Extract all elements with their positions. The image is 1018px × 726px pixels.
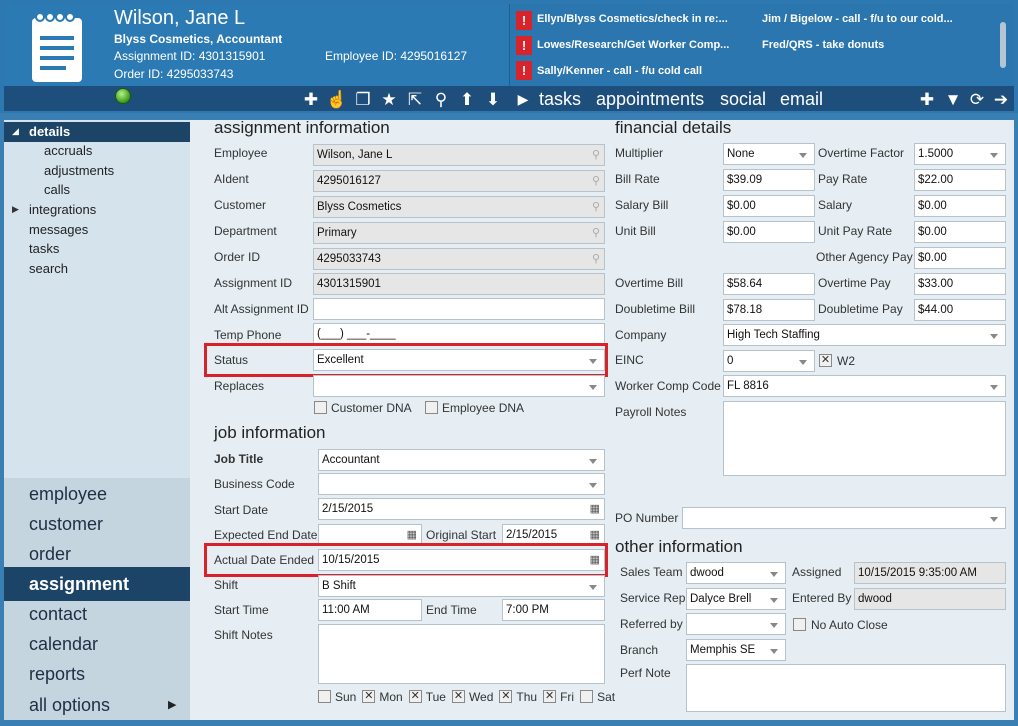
search-icon[interactable]: ⚲ — [591, 175, 600, 187]
nav-calendar[interactable]: calendar — [29, 634, 99, 654]
star-icon[interactable]: ★ — [381, 90, 397, 109]
financial-section-title: financial details — [615, 118, 732, 137]
assignment-id-field: 4301315901 — [313, 273, 605, 295]
po-number-label: PO Number — [615, 511, 679, 525]
actual-end-label: Actual Date Ended — [214, 553, 315, 567]
day-wed-checkbox[interactable]: ✕ — [453, 690, 464, 702]
order-id-label: Order ID — [214, 250, 261, 264]
perf-note-label: Perf Note — [620, 666, 671, 680]
company-label: Company — [615, 328, 667, 342]
record-name: Wilson, Jane L — [114, 7, 246, 29]
sidebar-item-adjustments[interactable]: adjustments — [44, 163, 115, 178]
day-fri-checkbox[interactable]: ✕ — [544, 690, 555, 702]
overtime-bill-label: Overtime Bill — [615, 276, 684, 290]
payroll-notes-textarea[interactable] — [723, 401, 1006, 476]
service-rep-label: Service Rep — [620, 591, 686, 605]
w2-checkbox[interactable]: ✕ — [820, 354, 831, 366]
employee-dna-label: Employee DNA — [442, 401, 525, 415]
search-icon[interactable]: ⚲ — [434, 90, 448, 109]
employee-id-text: Employee ID: 4295016127 — [325, 49, 468, 63]
business-code-dropdown[interactable] — [318, 473, 605, 495]
day-tue-checkbox[interactable]: ✕ — [410, 690, 420, 702]
employee-field[interactable]: Wilson, Jane L ⚲ — [313, 144, 605, 166]
entered-by-field: dwood — [854, 588, 1006, 610]
order-id-text: Order ID: 4295033743 — [114, 67, 234, 81]
day-sat-checkbox[interactable] — [580, 690, 593, 703]
expand-right-icon[interactable]: ▶ — [12, 204, 19, 214]
status-indicator-icon — [115, 88, 131, 104]
chevron-right-icon[interactable]: ▶ — [168, 699, 177, 711]
multiplier-label: Multiplier — [615, 146, 664, 160]
alert-icon: ! — [516, 61, 532, 80]
search-icon[interactable]: ⚲ — [591, 227, 600, 239]
end-time-label: End Time — [426, 603, 477, 617]
department-field[interactable]: Primary ⚲ — [313, 222, 605, 244]
unit-bill-field[interactable]: $0.00 — [723, 221, 815, 243]
salary-bill-label: Salary Bill — [615, 198, 669, 212]
unit-bill-label: Unit Bill — [615, 224, 656, 238]
day-label: Fri — [560, 690, 575, 704]
search-icon[interactable]: ⚲ — [591, 253, 600, 265]
arrow-down-icon[interactable]: ⬇ — [485, 90, 501, 109]
nav-employee[interactable]: employee — [29, 484, 108, 504]
other-section-title: other information — [615, 537, 743, 556]
doubletime-bill-label: Doubletime Bill — [615, 302, 696, 316]
job-title-dropdown[interactable]: Accountant — [318, 449, 605, 471]
add-task-icon[interactable]: ✚ — [919, 90, 935, 109]
einc-dropdown[interactable]: 0 — [723, 350, 815, 372]
arrow-up-icon[interactable]: ⬆ — [459, 90, 475, 109]
shift-notes-textarea[interactable] — [318, 624, 605, 684]
customer-dna-label: Customer DNA — [331, 401, 412, 415]
po-number-dropdown[interactable] — [682, 507, 1006, 529]
day-label: Wed — [468, 690, 494, 704]
pay-rate-label: Pay Rate — [818, 172, 868, 186]
overtime-pay-field[interactable]: $33.00 — [914, 273, 1006, 295]
expand-down-icon[interactable]: ◢ — [12, 126, 19, 136]
day-sun-checkbox[interactable] — [318, 690, 331, 703]
copy-icon[interactable]: ❐ — [355, 90, 371, 109]
department-label: Department — [214, 224, 277, 238]
replaces-dropdown[interactable] — [313, 375, 605, 397]
tab-tasks[interactable]: tasks — [539, 89, 582, 109]
tab-appointments[interactable]: appointments — [596, 89, 705, 109]
worker-comp-dropdown[interactable]: FL 8816 — [723, 375, 1006, 397]
branch-label: Branch — [620, 643, 659, 657]
einc-label: EINC — [615, 353, 644, 367]
sidebar-item-tasks[interactable]: tasks — [29, 241, 60, 256]
reminder-item[interactable]: Jim / Bigelow - call - f/u to our cold... — [762, 13, 953, 25]
overtime-factor-dropdown[interactable]: 1.5000 — [914, 143, 1006, 165]
notepad-logo-icon — [26, 10, 88, 86]
nav-contact[interactable]: contact — [29, 604, 88, 624]
alert-icon: ! — [516, 11, 532, 30]
unit-pay-rate-label: Unit Pay Rate — [818, 224, 893, 238]
original-start-field[interactable]: 2/15/2015 ▦ — [502, 524, 605, 546]
sales-team-dropdown[interactable]: dwood — [686, 562, 786, 584]
referred-by-dropdown[interactable] — [686, 613, 786, 635]
temp-phone-field[interactable]: (___) ___-____ — [313, 323, 605, 345]
overtime-factor-label: Overtime Factor — [818, 146, 905, 160]
record-subtitle: Blyss Cosmetics, Accountant — [114, 32, 283, 46]
calendar-icon[interactable]: ▦ — [406, 529, 417, 541]
job-title-label: Job Title — [214, 452, 264, 466]
overtime-pay-label: Overtime Pay — [818, 276, 891, 290]
reminder-item[interactable]: Ellyn/Blyss Cosmetics/check in re:... — [537, 13, 728, 25]
sidebar-item-messages[interactable]: messages — [29, 222, 89, 237]
branch-dropdown[interactable]: Memphis SE — [686, 639, 786, 661]
temp-phone-label: Temp Phone — [214, 328, 282, 342]
add-icon[interactable]: ✚ — [303, 90, 319, 109]
day-label: Mon — [379, 690, 403, 704]
start-date-field[interactable]: 2/15/2015 ▦ — [318, 498, 605, 520]
shift-notes-label: Shift Notes — [214, 628, 273, 642]
search-icon[interactable]: ⚲ — [591, 149, 600, 161]
calendar-icon[interactable]: ▦ — [589, 503, 600, 515]
salary-field[interactable]: $0.00 — [914, 195, 1006, 217]
order-id-field[interactable]: 4295033743 ⚲ — [313, 248, 605, 270]
payroll-notes-label: Payroll Notes — [615, 405, 687, 419]
perf-note-textarea[interactable] — [686, 664, 1006, 712]
business-code-label: Business Code — [214, 477, 295, 491]
pay-rate-field[interactable]: $22.00 — [914, 169, 1006, 191]
assigned-field: 10/15/2015 9:35:00 AM — [854, 562, 1006, 584]
reminders-scrollbar[interactable] — [1000, 22, 1006, 68]
alt-assignment-id-label: Alt Assignment ID — [214, 302, 309, 316]
play-icon[interactable]: ▶ — [517, 91, 529, 107]
reminder-item[interactable]: Fred/QRS - take donuts — [762, 39, 885, 51]
doubletime-bill-field[interactable]: $78.18 — [723, 299, 815, 321]
reminder-item[interactable]: Sally/Kenner - call - f/u cold call — [537, 65, 703, 77]
expected-end-label: Expected End Date — [214, 528, 318, 542]
w2-label: W2 — [837, 354, 855, 368]
no-auto-close-checkbox[interactable] — [793, 618, 806, 631]
overtime-bill-field[interactable]: $58.64 — [723, 273, 815, 295]
no-auto-close-label: No Auto Close — [811, 618, 888, 632]
aident-field[interactable]: 4295016127 ⚲ — [313, 170, 605, 192]
multiplier-dropdown[interactable]: None — [723, 143, 815, 165]
nav-order[interactable]: order — [29, 544, 72, 564]
job-section-title: job information — [214, 423, 326, 442]
reminder-item[interactable]: Lowes/Research/Get Worker Comp... — [537, 39, 730, 51]
hand-pointer-icon[interactable]: ☝ — [326, 90, 348, 109]
sidebar-item-details[interactable]: details — [4, 122, 190, 142]
original-start-label: Original Start — [426, 528, 497, 542]
salary-label: Salary — [818, 198, 853, 212]
employee-label: Employee — [214, 146, 268, 160]
assignment-section-title: assignment information — [214, 118, 390, 137]
other-agency-pay-label: Other Agency Pay — [816, 250, 913, 264]
start-time-label: Start Time — [214, 603, 269, 617]
service-rep-dropdown[interactable]: Dalyce Brell — [686, 588, 786, 610]
customer-field[interactable]: Blyss Cosmetics ⚲ — [313, 196, 605, 218]
aident-label: AIdent — [214, 172, 249, 186]
nav-all-options[interactable]: all options — [29, 695, 111, 715]
other-agency-pay-field[interactable]: $0.00 — [914, 247, 1006, 269]
day-mon-checkbox[interactable]: ✕ — [364, 690, 374, 702]
calendar-icon[interactable]: ▦ — [589, 529, 600, 541]
arrow-right-icon[interactable]: ➔ — [993, 90, 1009, 109]
tab-social[interactable]: social — [720, 89, 767, 109]
assignment-id-text: Assignment ID: 4301315901 — [114, 49, 266, 63]
day-label: Thu — [516, 690, 538, 704]
customer-label: Customer — [214, 198, 267, 212]
nav-assignment[interactable]: assignment — [4, 567, 204, 601]
bill-rate-label: Bill Rate — [615, 172, 660, 186]
alert-icon: ! — [516, 36, 532, 55]
day-thu-checkbox[interactable]: ✕ — [501, 690, 511, 702]
calendar-icon[interactable]: ▦ — [589, 554, 600, 566]
start-time-field[interactable]: 11:00 AM — [318, 599, 422, 621]
shift-label: Shift — [214, 578, 239, 592]
doubletime-pay-label: Doubletime Pay — [818, 302, 903, 316]
doubletime-pay-field[interactable]: $44.00 — [914, 299, 1006, 321]
day-label: Sat — [597, 690, 616, 704]
open-external-icon[interactable]: ⇱ — [407, 90, 423, 109]
sidebar-item-integrations[interactable]: integrations — [29, 202, 97, 217]
assignment-id-label: Assignment ID — [214, 276, 293, 290]
alt-assignment-id-field[interactable] — [313, 298, 605, 320]
referred-by-label: Referred by — [620, 617, 683, 631]
start-date-label: Start Date — [214, 503, 269, 517]
nav-reports[interactable]: reports — [29, 664, 86, 684]
unit-pay-rate-field[interactable]: $0.00 — [914, 221, 1006, 243]
end-time-field[interactable]: 7:00 PM — [502, 599, 605, 621]
worker-comp-label: Worker Comp Code — [615, 379, 721, 393]
bill-rate-field[interactable]: $39.09 — [723, 169, 815, 191]
tab-email[interactable]: email — [780, 89, 824, 109]
sidebar-item-accruals[interactable]: accruals — [44, 143, 93, 158]
company-dropdown[interactable]: High Tech Staffing — [723, 324, 1006, 346]
status-dropdown[interactable]: Excellent — [313, 349, 605, 371]
nav-customer[interactable]: customer — [29, 514, 104, 534]
entered-by-label: Entered By — [792, 591, 852, 605]
days-row — [318, 690, 615, 705]
actual-end-field[interactable]: 10/15/2015 ▦ — [318, 549, 605, 571]
shift-dropdown[interactable]: B Shift — [318, 575, 605, 597]
customer-dna-checkbox[interactable] — [314, 401, 327, 414]
sales-team-label: Sales Team — [620, 565, 683, 579]
status-label: Status — [214, 353, 249, 367]
day-label: Sun — [335, 690, 357, 704]
assigned-label: Assigned — [792, 565, 842, 579]
filter-icon[interactable]: ▼ — [944, 90, 962, 109]
salary-bill-field[interactable]: $0.00 — [723, 195, 815, 217]
search-icon[interactable]: ⚲ — [591, 201, 600, 213]
replaces-label: Replaces — [214, 379, 265, 393]
day-label: Tue — [425, 690, 446, 704]
sidebar-item-calls[interactable]: calls — [44, 182, 71, 197]
refresh-icon[interactable]: ⟳ — [969, 90, 985, 109]
toolbar-strip — [4, 86, 1014, 111]
employee-dna-checkbox[interactable] — [425, 401, 438, 414]
sidebar-item-search[interactable]: search — [29, 261, 69, 276]
